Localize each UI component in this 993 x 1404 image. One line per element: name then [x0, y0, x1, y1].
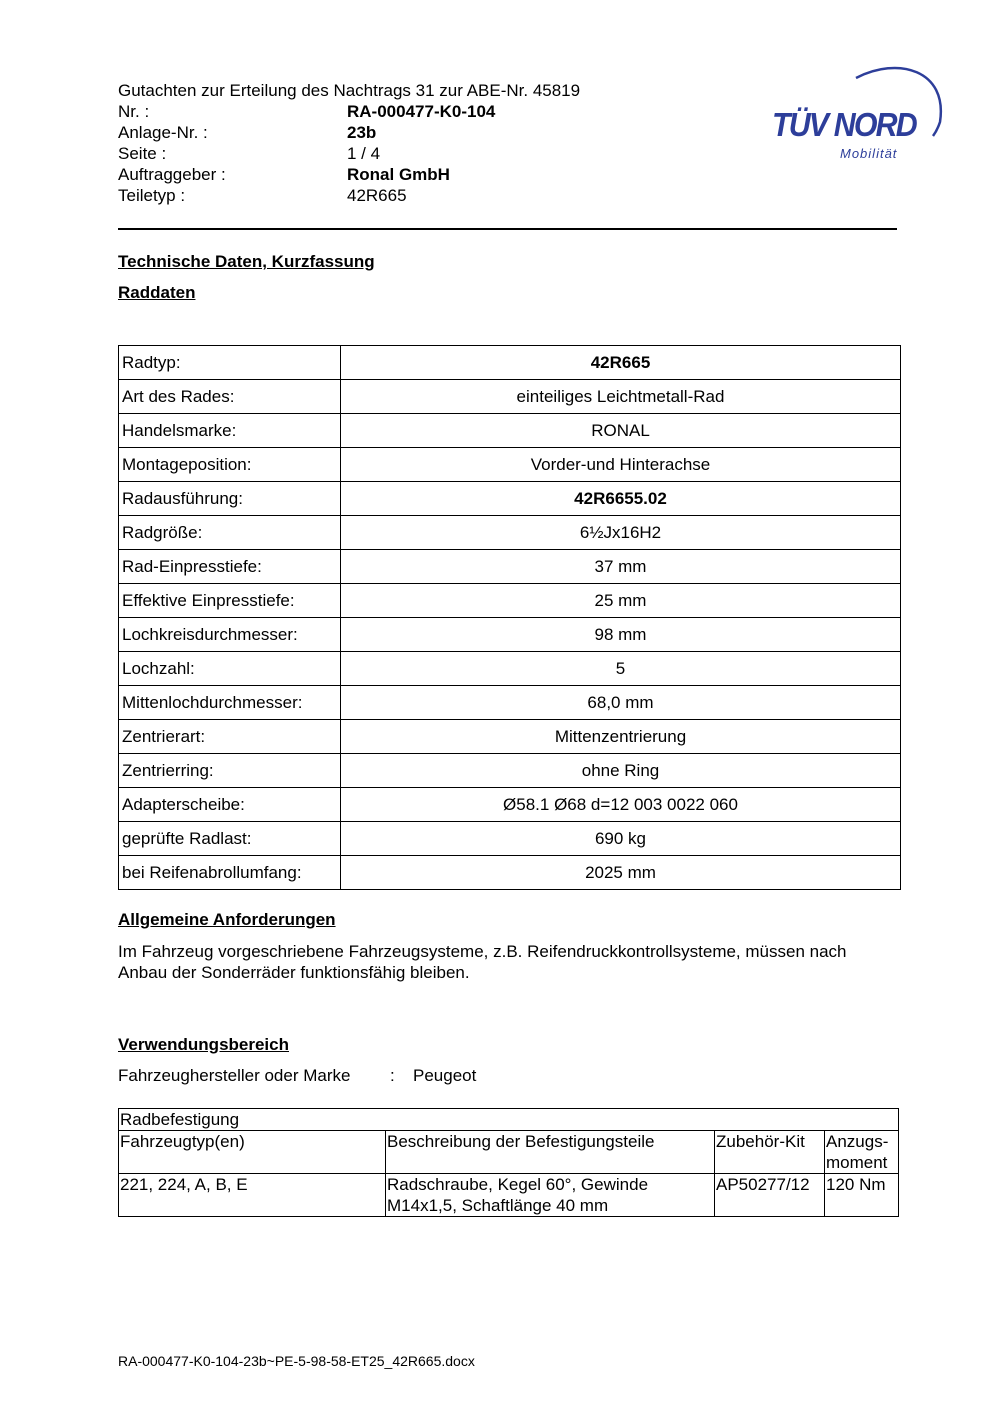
wheel-data-value: 6½Jx16H2	[341, 516, 901, 550]
wheel-data-row	[119, 346, 901, 380]
header-field-label: Auftraggeber :	[118, 165, 226, 184]
wheel-data-value: 25 mm	[341, 584, 901, 618]
manufacturer-label: Fahrzeughersteller oder Marke	[118, 1066, 351, 1085]
header-field-row	[118, 164, 638, 185]
wheel-data-row	[119, 686, 901, 720]
raddaten-title: Raddaten	[118, 283, 196, 302]
wheel-data-label: Radausführung:	[119, 482, 341, 516]
wheel-data-row	[119, 788, 901, 822]
wheel-data-row	[119, 414, 901, 448]
wheel-data-value: 690 kg	[341, 822, 901, 856]
manufacturer-separator: :	[390, 1066, 395, 1085]
mounting-header-cell: Anzugs-moment	[825, 1131, 899, 1174]
wheel-data-label: Adapterscheibe:	[119, 788, 341, 822]
wheel-data-row	[119, 380, 901, 414]
mounting-cell: 120 Nm	[825, 1174, 899, 1217]
document-intro: Gutachten zur Erteilung des Nachtrags 31 zur ABE-Nr. 45819	[118, 81, 581, 100]
wheel-data-label: Effektive Einpresstiefe:	[119, 584, 341, 618]
wheel-data-label: Rad-Einpresstiefe:	[119, 550, 341, 584]
mounting-header-cell: Zubehör-Kit	[715, 1131, 825, 1174]
header-field-row	[118, 122, 638, 143]
wheel-data-value: einteiliges Leichtmetall-Rad	[341, 380, 901, 414]
wheel-data-label: bei Reifenabrollumfang:	[119, 856, 341, 890]
wheel-data-value: 98 mm	[341, 618, 901, 652]
header-field-row	[118, 143, 638, 164]
wheel-data-value: 5	[341, 652, 901, 686]
header-field-value: RA-000477-K0-104	[347, 102, 496, 121]
header-field-label: Teiletyp :	[118, 186, 186, 205]
logo-text: TÜV NORD	[772, 106, 916, 143]
wheel-data-label: Art des Rades:	[119, 380, 341, 414]
header-field-value: 23b	[347, 123, 377, 142]
mounting-row	[119, 1174, 899, 1217]
header-field-value: Ronal GmbH	[347, 165, 450, 184]
header-field-row	[118, 185, 638, 206]
mounting-title: Radbefestigung	[119, 1109, 899, 1131]
mounting-cell: AP50277/12	[715, 1174, 825, 1217]
wheel-data-value: Ø58.1 Ø68 d=12 003 0022 060	[341, 788, 901, 822]
wheel-data-row	[119, 584, 901, 618]
mounting-header-row	[119, 1131, 899, 1174]
wheel-data-label: Montageposition:	[119, 448, 341, 482]
wheel-data-row	[119, 618, 901, 652]
wheel-data-label: Lochkreisdurchmesser:	[119, 618, 341, 652]
wheel-data-row	[119, 482, 901, 516]
wheel-data-label: Zentrierart:	[119, 720, 341, 754]
mounting-header-cell: Fahrzeugtyp(en)	[119, 1131, 386, 1174]
wheel-data-row	[119, 448, 901, 482]
header-field-label: Nr. :	[118, 102, 150, 121]
header-field-row	[118, 101, 638, 122]
wheel-data-value: 42R6655.02	[341, 482, 901, 516]
wheel-data-value: 37 mm	[341, 550, 901, 584]
wheel-data-value: 68,0 mm	[341, 686, 901, 720]
wheel-data-table	[118, 345, 901, 890]
wheel-data-label: Radtyp:	[119, 346, 341, 380]
wheel-data-label: Handelsmarke:	[119, 414, 341, 448]
mounting-cell: 221, 224, A, B, E	[119, 1174, 386, 1217]
wheel-data-label: geprüfte Radlast:	[119, 822, 341, 856]
general-requirements-title: Allgemeine Anforderungen	[118, 910, 336, 929]
wheel-data-row	[119, 720, 901, 754]
wheel-data-value: Mittenzentrierung	[341, 720, 901, 754]
wheel-data-label: Radgröße:	[119, 516, 341, 550]
wheel-data-row	[119, 856, 901, 890]
wheel-data-label: Lochzahl:	[119, 652, 341, 686]
section-title: Technische Daten, Kurzfassung	[118, 252, 375, 271]
logo-subtitle: Mobilität	[840, 146, 898, 161]
wheel-data-value: RONAL	[341, 414, 901, 448]
mounting-header-cell: Beschreibung der Befestigungsteile	[386, 1131, 715, 1174]
wheel-data-label: Mittenlochdurchmesser:	[119, 686, 341, 720]
manufacturer-value: Peugeot	[413, 1066, 477, 1085]
header-field-label: Anlage-Nr. :	[118, 123, 208, 142]
wheel-data-value: ohne Ring	[341, 754, 901, 788]
wheel-data-value: Vorder-und Hinterachse	[341, 448, 901, 482]
mounting-table	[118, 1108, 899, 1217]
wheel-data-label: Zentrierring:	[119, 754, 341, 788]
header-field-value: 42R665	[347, 186, 407, 205]
header-field-value: 1 / 4	[347, 144, 381, 163]
wheel-data-value: 42R665	[341, 346, 901, 380]
wheel-data-value: 2025 mm	[341, 856, 901, 890]
usage-title: Verwendungsbereich	[118, 1035, 289, 1054]
wheel-data-row	[119, 754, 901, 788]
wheel-data-row	[119, 822, 901, 856]
header-divider	[118, 228, 897, 230]
tuv-nord-logo	[768, 60, 948, 165]
wheel-data-row	[119, 652, 901, 686]
general-requirements-text: Im Fahrzeug vorgeschriebene Fahrzeugsysteme, z.B. Reifendruckkontrollsysteme, müssen nach Anbau der Sonderräder funktionsfähig bleiben.	[118, 942, 847, 982]
wheel-data-row	[119, 550, 901, 584]
wheel-data-row	[119, 516, 901, 550]
mounting-cell: Radschraube, Kegel 60°, Gewinde M14x1,5, Schaftlänge 40 mm	[386, 1174, 715, 1217]
header-field-label: Seite :	[118, 144, 167, 163]
footer-filename: RA-000477-K0-104-23b~PE-5-98-58-ET25_42R665.docx	[118, 1353, 475, 1369]
